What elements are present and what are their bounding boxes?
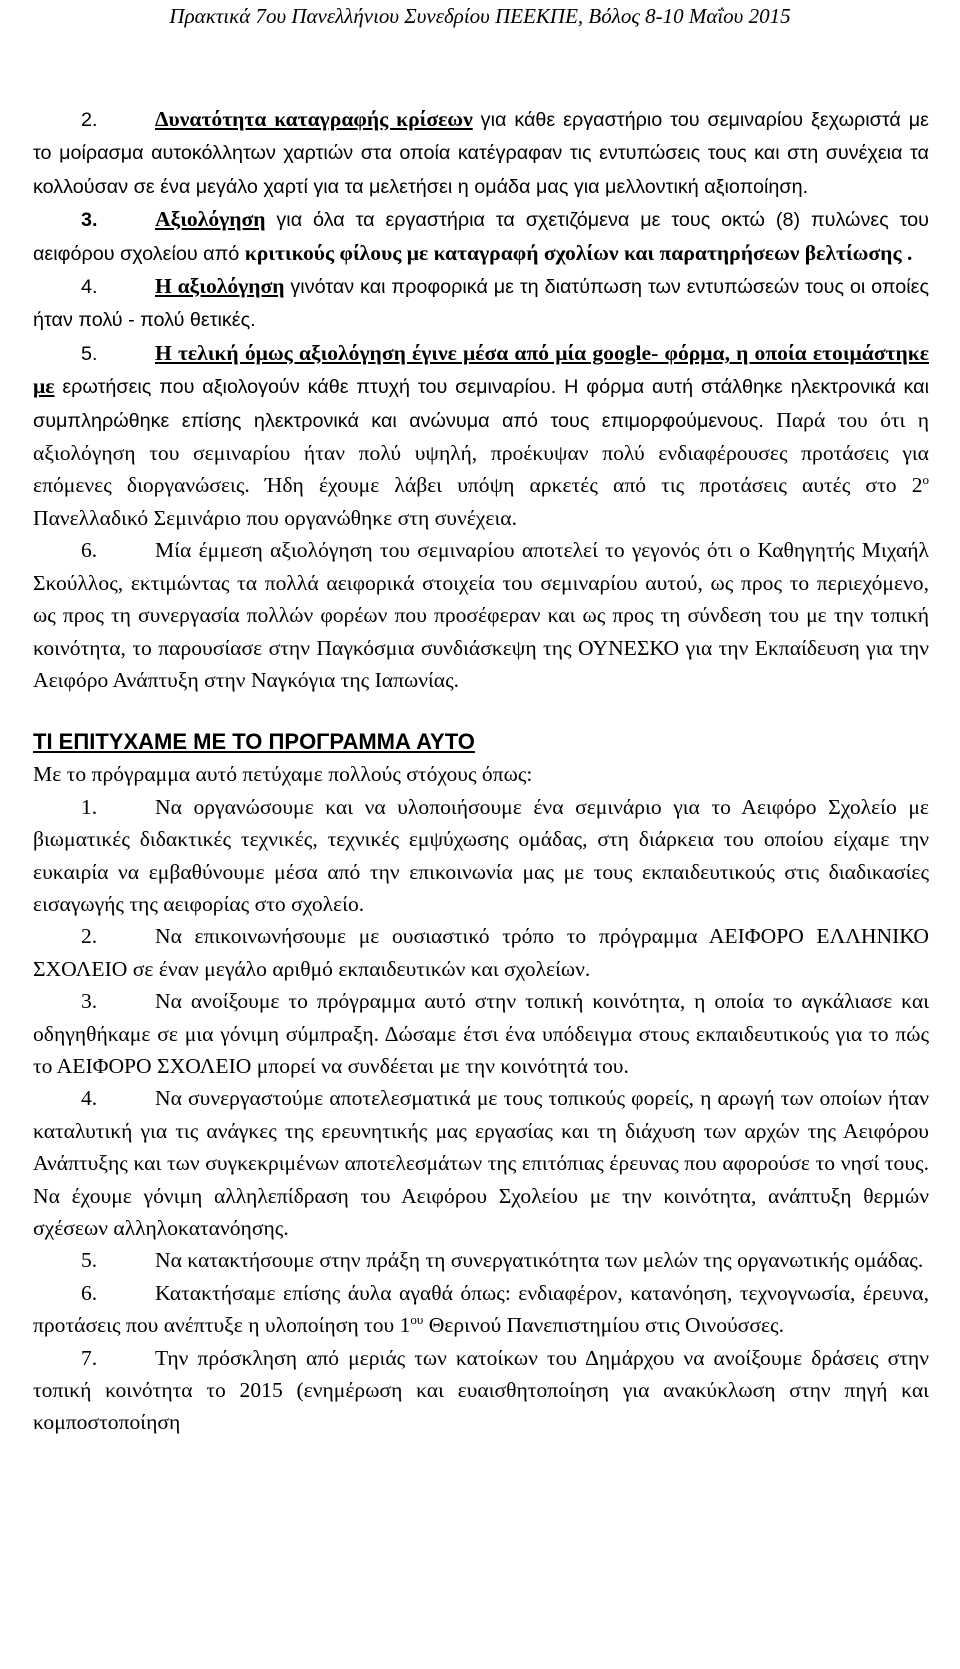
achievement-item-6: 6. Κατακτήσαμε επίσης άυλα αγαθά όπως: ενδιαφέρον, κατανόηση, τεχνογνωσία, έρευνα, προτάσεις που ανέπτυξε η υλοποίηση του $1^{o\upsilon}$ Θερινού Πανεπιστημίου στις Οινούσσες. — [33, 1280, 929, 1338]
achievement-item-1: 1. Να οργανώσουμε και να υλοποιήσουμε ένα σεμινάριο για το Αειφόρο Σχολείο με βιωματικές διδακτικές τεχνικές, τεχνικές εμψύχωσης ομάδας, στη διάρκεια του οποίου είχαμε την ευκαιρία να εμβαθύνουμε μέσα από την επικοινωνία μας με τους εκπαιδευτικούς στις διαδικασίες εισαγωγής της αειφορίας στο σχολείο. — [33, 794, 929, 916]
item-title: Δυνατότητα καταγραφής κρίσεων — [155, 107, 473, 131]
achievement-item-5: 5. Να κατακτήσουμε στην πράξη τη συνεργατικότητα των μελών της οργανωτικής ομάδας. — [81, 1248, 924, 1273]
page-header: Πρακτικά 7ου Πανελλήνιου Συνεδρίου ΠΕΕΚΠΕ, Βόλος 8-10 Μαΐου 2015 — [169, 4, 791, 28]
achievement-item-4: 4. Να συνεργαστούμε αποτελεσματικά με τους τοπικούς φορείς, η αρωγή των οποίων ήταν καταλυτική για τις ανάγκες της ερευνητικής μας εργασίας και τη διάχυση των αρχών της Αειφόρου Ανάπτυξης και των συγκεκριμένων αποτελεσμάτων της επιτόπιας έρευνας που αφορούσε το νησί τους. Να έχουμε γόνιμη αλληλεπίδραση του Αειφόρου Σχολείου με την κοινότητα, ανάπτυξη θερμών σχέσεων αλληλοκατανόησης. — [33, 1086, 929, 1240]
achievement-item-3: 3. Να ανοίξουμε το πρόγραμμα αυτό στην τοπική κοινότητα, η οποία το αγκάλιασε και οδηγηθήκαμε σε μια γόνιμη σύμπραξη. Δώσαμε έτσι ένα υπόδειγμα στους εκπαιδευτικούς για το πώς το ΑΕΙΦΟΡΟ ΣΧΟΛΕΙΟ μπορεί να συνδέεται με την κοινότητά του. — [33, 989, 929, 1078]
document-body — [33, 103, 929, 1439]
achievement-item-2: 2. Να επικοινωνήσουμε με ουσιαστικό τρόπο το πρόγραμμα ΑΕΙΦΟΡΟ ΕΛΛΗΝΙΚΟ ΣΧΟΛΕΙΟ σε έναν μεγάλο αριθμό εκπαιδευτικών και σχολείων. — [33, 924, 929, 981]
item-title: Η αξιολόγηση — [155, 274, 285, 299]
achievement-item-7: 7. Την πρόσκληση από μεριάς των κατοίκων του Δημάρχου να ανοίξουμε δράσεις στην τοπική κοινότητα το 2015 (ενημέρωση και ευαισθητοποίηση για ανακύκλωση στην πηγή και κομποστοποίηση — [33, 1345, 929, 1435]
evaluation-item-3: 3. Αξιολόγηση για όλα τα εργαστήρια τα σχετιζόμενα με τους οκτώ (8) πυλώνες του αειφόρου σχολείου από κριτικούς φίλους με καταγραφή σχολίων και παρατηρήσεων βελτίωσης . — [33, 207, 929, 265]
item-title: Αξιολόγηση — [155, 207, 266, 232]
evaluation-item-6: 6. Μία έμμεση αξιολόγηση του σεμιναρίου αποτελεί το γεγονός ότι ο Καθηγητής Μιχαήλ Σκούλλος, εκτιμώντας τα πολλά αειφορικά στοιχεία του σεμιναρίου αυτού, ως προς το περιεχόμενο, ως προς τη συνεργασία πολλών φορέων που προσέφεραν και ως προς τη σύνδεση του με την τοπική κοινότητα, το παρουσίασε στην Παγκόσμια συνδιάσκεψη της ΟΥΝΕΣΚΟ για την Εκπαίδευση για την Αειφόρο Ανάπτυξη στην Ναγκόγια της Ιαπωνίας. — [33, 538, 929, 692]
item-title: Η τελική όμως αξιολόγηση έγινε μέσα από μία google- φόρμα, η οποία ετοιμάστηκε με — [33, 340, 929, 399]
evaluation-item-4: 4. Η αξιολόγηση γινόταν και προφορικά με τη διατύπωση των εντυπώσεών τους οι οποίες ήταν πολύ - πολύ θετικές. — [33, 274, 929, 332]
evaluation-item-5: 5. Η τελική όμως αξιολόγηση έγινε μέσα από μία google- φόρμα, η οποία ετοιμάστηκε με ερωτήσεις που αξιολογούν κάθε πτυχή του σεμιναρίου. Η φόρμα αυτή στάλθηκε ηλεκτρονικά και συμπληρώθηκε επίσης ηλεκτρονικά και ανώνυμα από τους επιμορφούμενους. Παρά του ότι η αξιολόγηση του σεμιναρίου ήταν πολύ υψηλή, προέκυψαν πολύ ενδιαφέρουσες προτάσεις για επόμενες διοργανώσεις. Ήδη έχουμε λάβει υπόψη αρκετές από τις προτάσεις αυτές στο $2^o$ Πανελλαδικό Σεμινάριο που οργανώθηκε στη συνέχεια. — [33, 340, 929, 530]
section-heading: ΤΙ ΕΠΙΤΥΧΑΜΕ ΜΕ ΤΟ ΠΡΟΓΡΑΜΜΑ ΑΥΤΟ — [33, 729, 475, 755]
section-intro: Με το πρόγραμμα αυτό πετύχαμε πολλούς στόχους όπως: — [33, 762, 533, 787]
evaluation-item-2: 2. Δυνατότητα καταγραφής κρίσεων για κάθε εργαστήριο του σεμιναρίου ξεχωριστά με το μοίρασμα αυτοκόλλητων χαρτιών στα οποία κατέγραφαν τις εντυπώσεις τους και στη συνέχεια τα κολλούσαν σε ένα μεγάλο χαρτί για τα μελετήσει η ομάδα μας για μελλοντική αξιοποίηση. — [33, 107, 929, 198]
